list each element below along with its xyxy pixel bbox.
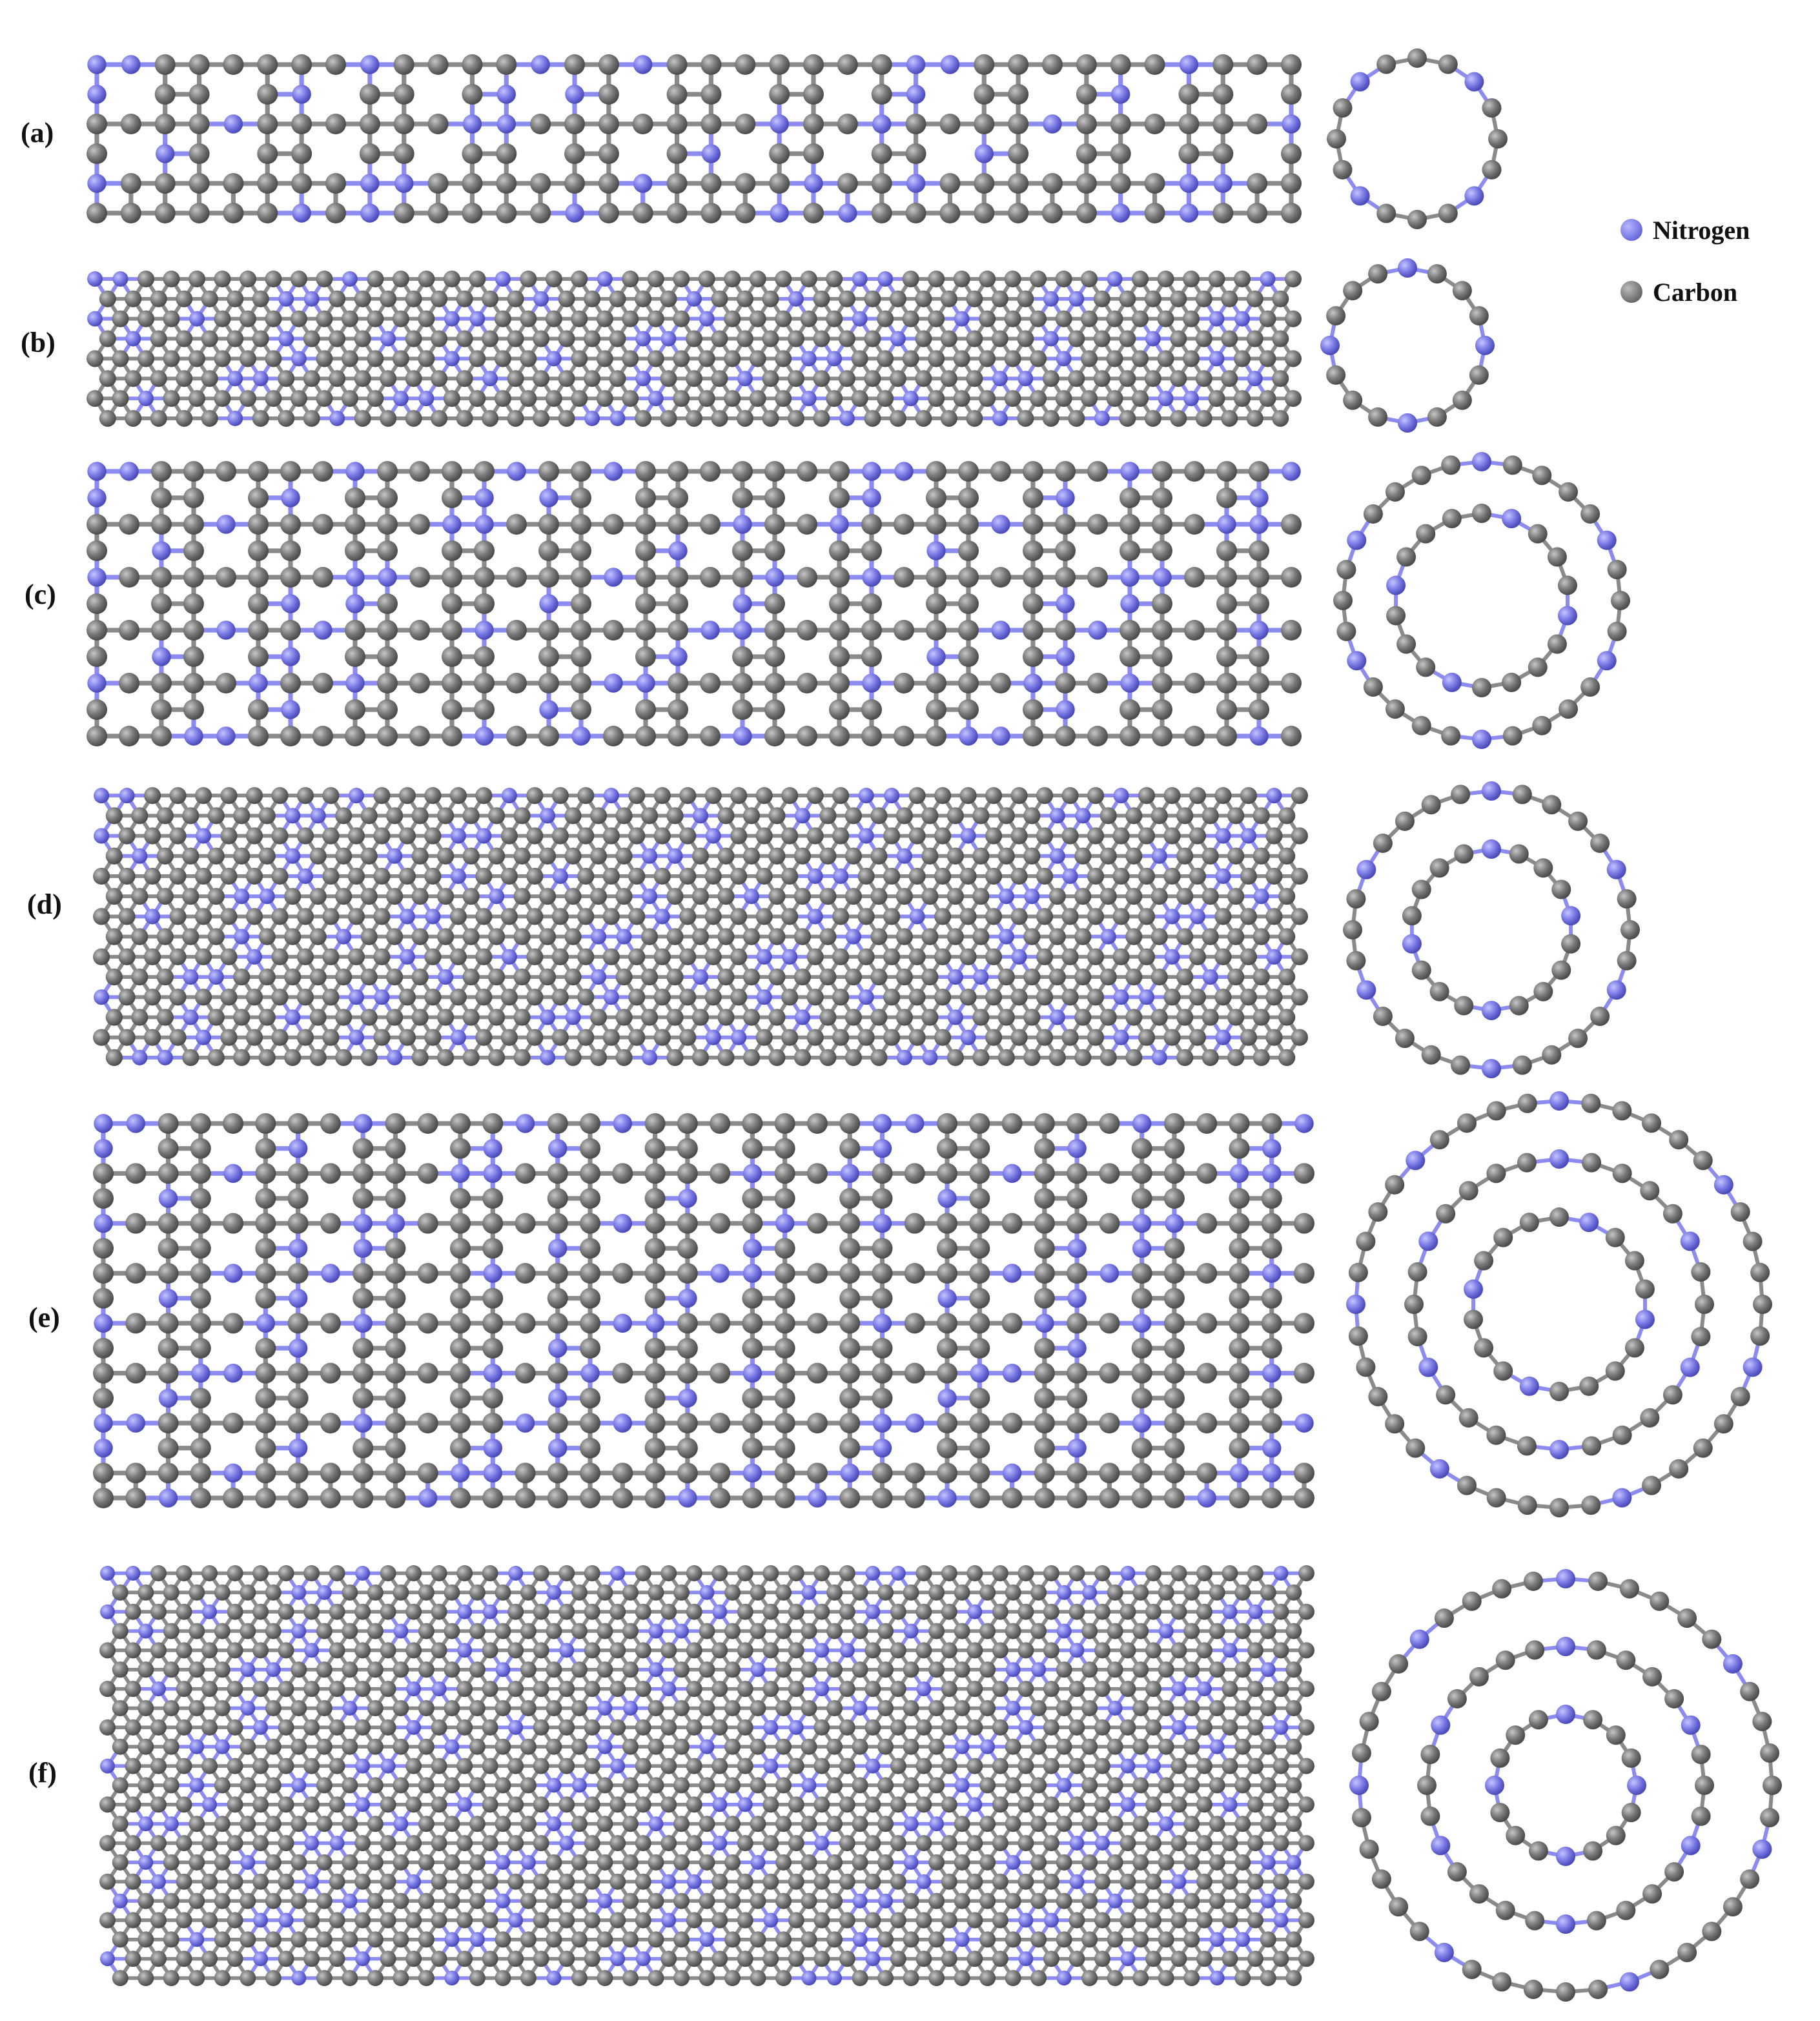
nanotube-side-view-e	[90, 1111, 1317, 1511]
nanotube-side-view-b	[84, 268, 1304, 429]
panel-label-a: (a)	[21, 117, 54, 149]
legend	[1621, 213, 1750, 337]
legend-item-carbon	[1621, 275, 1750, 309]
nanotube-cross-section-b	[1311, 249, 1504, 442]
legend-item-nitrogen	[1621, 213, 1750, 247]
panel-label-b: (b)	[21, 327, 56, 358]
nanotube-cross-section-e	[1336, 1082, 1782, 1527]
nanotube-side-view-a	[84, 52, 1304, 226]
panel-label-d: (d)	[27, 888, 62, 920]
nanotube-side-view-d	[90, 785, 1311, 1069]
nitrogen-atom-icon	[1621, 219, 1642, 241]
nanotube-side-view-f	[97, 1563, 1317, 1989]
nanotube-cross-section-d	[1333, 772, 1650, 1088]
panel-label-c: (c)	[25, 579, 56, 610]
carbon-atom-icon	[1621, 281, 1642, 303]
legend-label-carbon: Carbon	[1653, 277, 1738, 307]
nanotube-cross-section-f	[1340, 1559, 1792, 2011]
nanotube-side-view-c	[84, 458, 1304, 749]
panel-label-f: (f)	[28, 1757, 57, 1789]
legend-label-nitrogen: Nitrogen	[1653, 215, 1750, 245]
nanotube-cross-section-a	[1317, 39, 1517, 239]
panel-label-e: (e)	[28, 1302, 60, 1333]
nanotube-cross-section-c	[1324, 442, 1640, 759]
